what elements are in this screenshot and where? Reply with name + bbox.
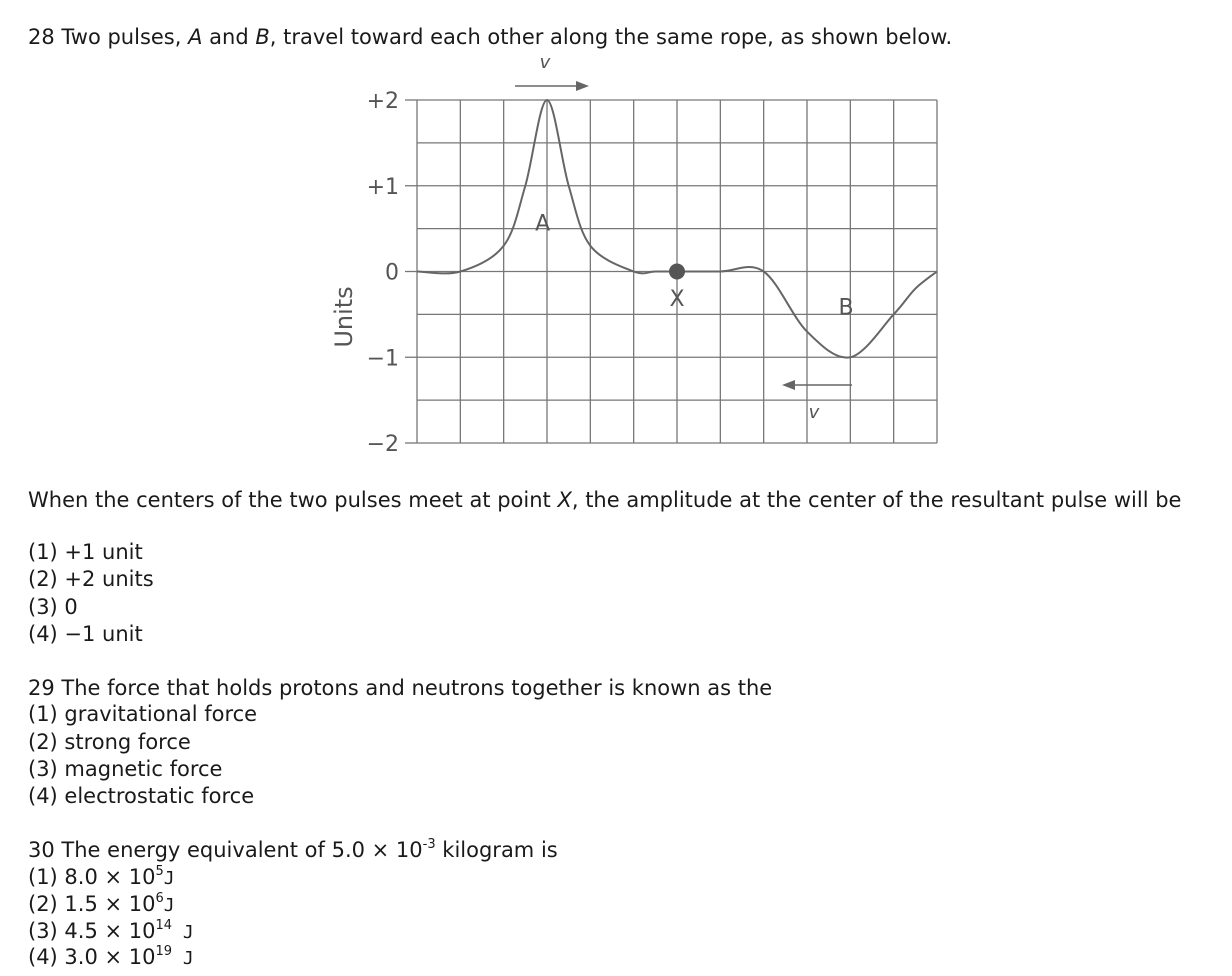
q30-option-4-value: (4) 3.0 × 10 — [28, 945, 156, 969]
q30-option-3-value: (3) 4.5 × 10 — [28, 919, 156, 943]
velocity-b-label: v — [808, 402, 820, 423]
q30-option-2-exp: 6 — [155, 891, 164, 906]
q30-option-3[interactable] — [28, 918, 194, 946]
pulse-diagram — [300, 50, 960, 474]
q30-option-2-value: (2) 1.5 × 10 — [28, 892, 156, 916]
y-tick-label: +1 — [366, 174, 399, 200]
q28-question-pre: When the centers of the two pulses meet at point — [28, 488, 558, 512]
q30-option-1-exp: 5 — [155, 864, 164, 879]
q29-option-3[interactable]: (3) magnetic force — [28, 757, 223, 781]
q28-pulse-b: B — [255, 25, 270, 49]
y-tick-label: +2 — [366, 89, 399, 114]
y-axis-ticks — [367, 89, 417, 457]
velocity-a-arrow — [515, 81, 589, 91]
velocity-a-label: v — [539, 52, 551, 73]
q30-option-2-unit: J — [163, 895, 175, 916]
q30-option-4-exp: 19 — [155, 944, 173, 959]
q30-number: 30 — [28, 838, 55, 862]
y-tick-label: −1 — [366, 346, 399, 372]
y-tick-label: −2 — [366, 432, 399, 457]
q28-question — [28, 487, 1224, 513]
y-tick-label: 0 — [385, 260, 399, 286]
q28-option-1[interactable]: (1) +1 unit — [28, 540, 143, 564]
q30-option-2[interactable] — [28, 891, 175, 919]
q28-option-4[interactable]: (4) −1 unit — [28, 622, 143, 646]
q28-option-2[interactable]: (2) +2 units — [28, 567, 154, 591]
q30-option-3-exp: 14 — [155, 918, 173, 933]
q30-option-3-unit: J — [172, 922, 194, 943]
q28-intro-pre: Two pulses, — [61, 25, 189, 49]
q30-option-1-unit: J — [163, 868, 175, 889]
q28-pulse-a: A — [188, 25, 203, 49]
q30-option-4[interactable] — [28, 944, 194, 972]
q30-option-1[interactable] — [28, 864, 175, 892]
q28-option-3[interactable]: (3) 0 — [28, 595, 78, 619]
point-x-label: X — [669, 286, 685, 312]
pulse-b-label: B — [838, 295, 854, 321]
q30-exponent: -3 — [422, 837, 436, 852]
pulse-a-label: A — [535, 211, 551, 237]
q29-option-1[interactable]: (1) gravitational force — [28, 702, 258, 726]
q29-option-2[interactable]: (2) strong force — [28, 730, 191, 754]
q29-stem — [28, 675, 772, 702]
q28-question-post: , the amplitude at the center of the resultant pulse will be — [571, 488, 1182, 512]
q30-text-pre: The energy equivalent of 5.0 × 10 — [61, 838, 423, 862]
point-x-marker — [669, 264, 685, 280]
pulse-diagram-svg — [300, 50, 960, 470]
q29-option-4[interactable]: (4) electrostatic force — [28, 784, 255, 808]
q28-number: 28 — [28, 25, 55, 49]
q30-option-1-value: (1) 8.0 × 10 — [28, 865, 156, 889]
q28-intro-and: and — [202, 25, 256, 49]
q28-point-x: X — [557, 488, 572, 512]
q29-number: 29 — [28, 676, 55, 700]
y-axis-label: Units — [330, 286, 358, 348]
q30-stem — [28, 837, 558, 864]
q30-option-4-unit: J — [172, 948, 194, 969]
q28-intro-post: , travel toward each other along the same rope, as shown below. — [269, 25, 953, 49]
q28-stem — [28, 24, 952, 51]
velocity-b-arrow — [782, 380, 852, 390]
q29-text: The force that holds protons and neutrons together is known as the — [61, 676, 773, 700]
q30-text-post: kilogram is — [435, 838, 558, 862]
